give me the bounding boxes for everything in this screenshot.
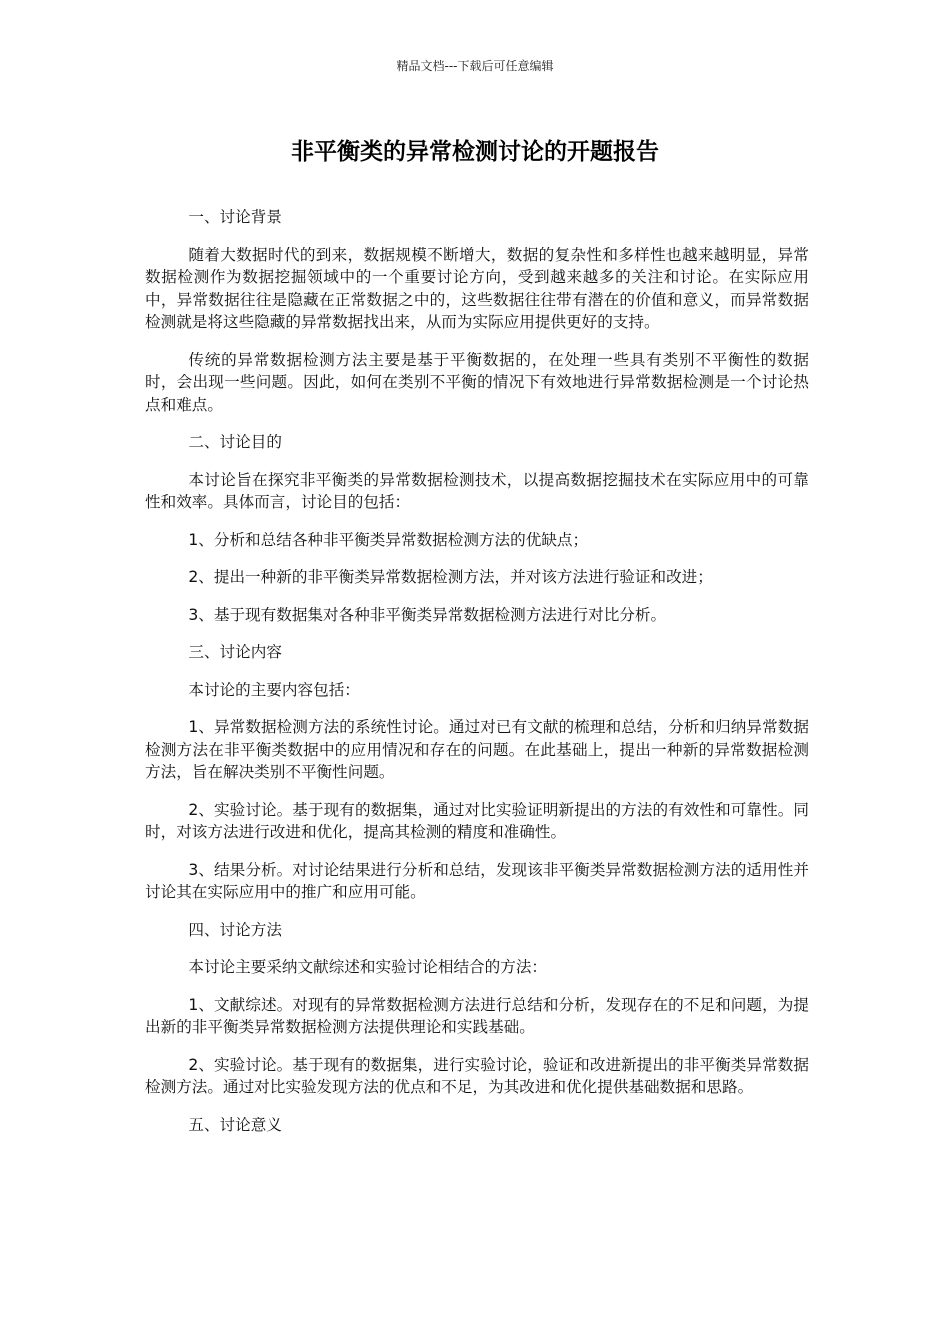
list-item-purpose-1: 1、分析和总结各种非平衡类异常数据检测方法的优缺点； [188, 530, 589, 549]
list-item-purpose-2: 2、提出一种新的非平衡类异常数据检测方法，并对该方法进行验证和改进； [188, 568, 713, 586]
list-item-method-2: 2、实验讨论。基于现有的数据集，进行实验讨论，验证和改进新提出的非平衡类异常数据检测方法。通过对比实验发现方法的优点和不足，为其改进和优化提供基础数据和思路。 [145, 1055, 809, 1096]
paragraph-content-intro: 本讨论的主要内容包括： [188, 680, 360, 699]
section-heading-background: 一、讨论背景 [188, 208, 282, 226]
section-heading-method: 四、讨论方法 [188, 920, 282, 939]
document-title: 非平衡类的异常检测讨论的开题报告 [291, 139, 659, 165]
paragraph-purpose-intro: 本讨论旨在探究非平衡类的异常数据检测技术，以提高数据挖掘技术在实际应用中的可靠性和效率。具体而言，讨论目的包括： [145, 470, 809, 511]
header-note: 精品文档---下载后可任意编辑 [396, 59, 554, 73]
paragraph-background-2: 传统的异常数据检测方法主要是基于平衡数据的，在处理一些具有类别不平衡性的数据时，会出现一些问题。因此，如何在类别不平衡的情况下有效地进行异常数据检测是一个讨论热点和难点。 [145, 350, 809, 414]
section-heading-content: 三、讨论内容 [188, 643, 282, 661]
list-item-content-1: 1、异常数据检测方法的系统性讨论。通过对已有文献的梳理和总结，分析和归纳异常数据检测方法在非平衡类数据中的应用情况和存在的问题。在此基础上，提出一种新的异常数据检测方法，旨在解决类别不平衡性问题。 [145, 718, 809, 781]
section-heading-significance: 五、讨论意义 [188, 1115, 282, 1134]
paragraph-method-intro: 本讨论主要采纳文献综述和实验讨论相结合的方法： [188, 958, 548, 976]
document-body [145, 206, 809, 1151]
list-item-content-3: 3、结果分析。对讨论结果进行分析和总结，发现该非平衡类异常数据检测方法的适用性并讨论其在实际应用中的推广和应用可能。 [145, 860, 809, 901]
list-item-purpose-3: 3、基于现有数据集对各种非平衡类异常数据检测方法进行对比分析。 [188, 605, 667, 624]
list-item-method-1: 1、文献综述。对现有的异常数据检测方法进行总结和分析，发现存在的不足和问题，为提出新的非平衡类异常数据检测方法提供理论和实践基础。 [145, 995, 809, 1036]
list-item-content-2: 2、实验讨论。基于现有的数据集，通过对比实验证明新提出的方法的有效性和可靠性。同时，对该方法进行改进和优化，提高其检测的精度和准确性。 [145, 800, 809, 841]
paragraph-background-1: 随着大数据时代的到来，数据规模不断增大，数据的复杂性和多样性也越来越明显，异常数据检测作为数据挖掘领域中的一个重要讨论方向，受到越来越多的关注和讨论。在实际应用中，异常数据往往是隐藏在正常数据之中的，这些数据往往带有潜在的价值和意义，而异常数据检测就是将这些隐藏的异常数据找出来，从而为实际应用提供更好的支持。 [145, 245, 809, 331]
section-heading-purpose: 二、讨论目的 [188, 433, 282, 451]
